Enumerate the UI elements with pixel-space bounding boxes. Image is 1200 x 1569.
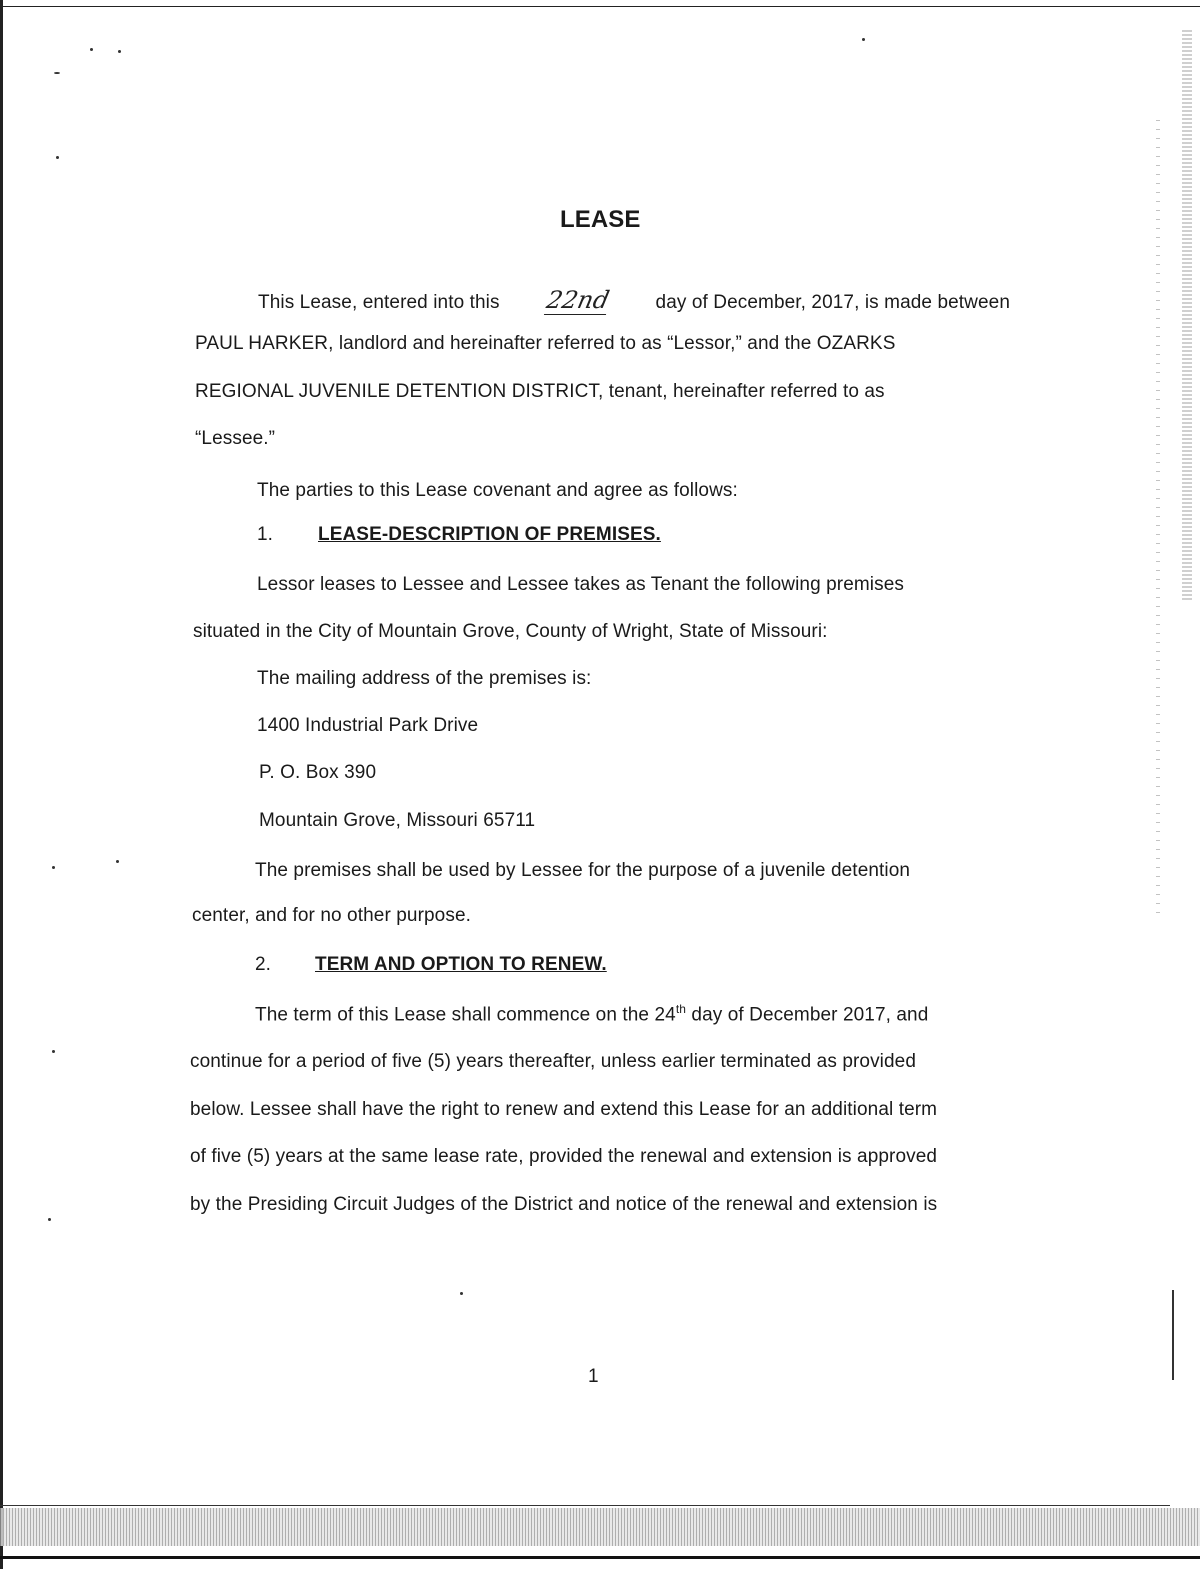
scan-speck (90, 48, 93, 51)
intro-line-3: REGIONAL JUVENILE DETENTION DISTRICT, tenant, hereinafter referred to as (195, 381, 885, 402)
address-line-3: Mountain Grove, Missouri 65711 (259, 810, 536, 831)
scan-edge-top (0, 0, 1200, 7)
ordinal-suffix: th (675, 1002, 687, 1016)
scan-speck (52, 866, 55, 869)
scan-edge-bottom (0, 1556, 1200, 1559)
scan-line-right (1172, 1290, 1174, 1380)
document-title: LEASE (560, 206, 641, 233)
use-line-2: center, and for no other purpose. (192, 905, 471, 926)
intro-line-2: PAUL HARKER, landlord and hereinafter referred to as “Lessor,” and the OZARKS (195, 333, 896, 354)
scan-noise-right-dots (1156, 120, 1160, 920)
scan-band-bottom (0, 1508, 1200, 1546)
section-2-line-4: of five (5) years at the same lease rate, provided the renewal and extension is approved (190, 1146, 938, 1167)
section-2-line-1 (255, 1002, 928, 1026)
scan-speck (56, 156, 59, 159)
scan-speck (54, 72, 60, 74)
section-2-heading: TERM AND OPTION TO RENEW. (315, 954, 607, 975)
section-1-line-1: Lessor leases to Lessee and Lessee takes as Tenant the following premises (257, 574, 904, 595)
section-1-line-2: situated in the City of Mountain Grove, County of Wright, State of Missouri: (193, 621, 828, 642)
covenant-line: The parties to this Lease covenant and agree as follows: (257, 480, 738, 501)
section-1-heading: LEASE-DESCRIPTION OF PREMISES. (318, 524, 661, 545)
section-2-number: 2. (255, 954, 272, 975)
section-2-line-5: by the Presiding Circuit Judges of the District and notice of the renewal and extension is (190, 1194, 938, 1215)
address-intro: The mailing address of the premises is: (257, 668, 592, 689)
section-2-line-3: below. Lessee shall have the right to renew and extend this Lease for an additional term (190, 1099, 938, 1120)
scan-speck (118, 50, 121, 53)
address-line-2: P. O. Box 390 (259, 762, 377, 783)
section-2-line-1-after: day of December 2017, and (686, 1004, 929, 1026)
page-number: 1 (588, 1366, 599, 1387)
scan-speck (862, 38, 865, 41)
scan-speck (52, 1050, 55, 1053)
use-line-1: The premises shall be used by Lessee for the purpose of a juvenile detention (255, 860, 911, 881)
handwritten-date: 22nd (543, 286, 612, 314)
intro-line-1 (258, 286, 1010, 315)
scan-noise-right (1182, 30, 1192, 600)
section-2-line-2: continue for a period of five (5) years thereafter, unless earlier terminated as provided (190, 1051, 917, 1072)
scan-speck (48, 1218, 51, 1221)
section-1-number: 1. (257, 524, 274, 545)
scan-edge-left (0, 0, 3, 1569)
intro-line-1-after: day of December, 2017, is made between (655, 292, 1010, 313)
scan-speck (116, 860, 119, 863)
scan-speck (460, 1292, 463, 1295)
address-line-1: 1400 Industrial Park Drive (257, 715, 479, 736)
section-2-line-1-before: The term of this Lease shall commence on the 24 (255, 1004, 676, 1026)
scan-rule-bottom (0, 1505, 1170, 1506)
intro-line-4: “Lessee.” (195, 428, 276, 449)
intro-line-1-before: This Lease, entered into this (258, 292, 500, 313)
